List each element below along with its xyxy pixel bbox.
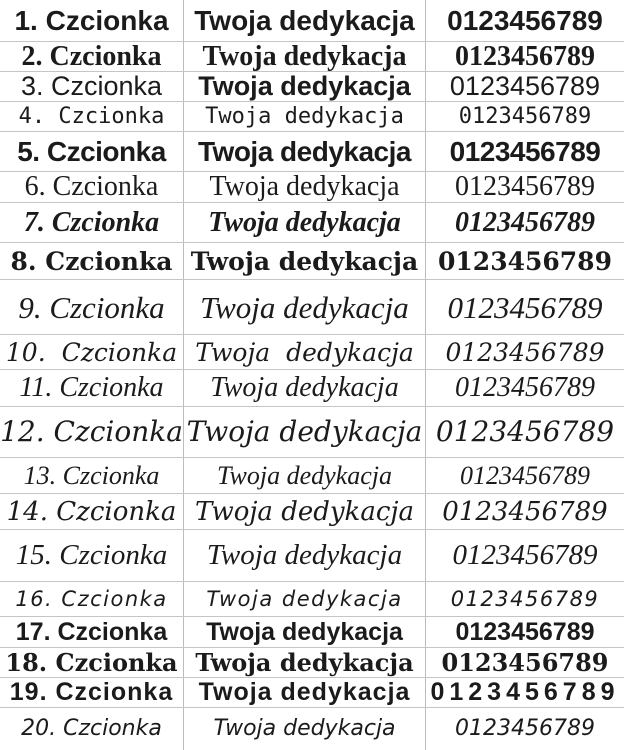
font-number-label: 17. Czcionka [15,617,168,646]
digits-sample: 0123456789 [425,335,624,369]
font-row [0,280,624,335]
font-number-label: 7. Czcionka [23,206,160,238]
font-number-label: 12. Czcionka [0,415,183,448]
font-row [0,335,624,370]
font-number-label: 15. Czcionka [15,539,168,571]
font-row [0,582,624,617]
font-row [0,648,624,678]
digits-sample: 0123456789 [425,582,624,616]
font-number-label: 5. Czcionka [17,135,166,167]
font-row [0,708,624,750]
font-number-label: 18. Czcionka [5,648,178,677]
digits-sample: 0123456789 [425,494,624,529]
digits-sample: 0123456789 [425,530,624,581]
font-number-label: 2. Czcionka [21,42,162,71]
font-row [0,494,624,530]
dedication-sample: Twoja dedykacja [183,648,425,677]
font-row [0,42,624,72]
digits-sample: 0123456789 [425,203,624,242]
dedication-sample: Twoja dedykacja [183,42,425,71]
font-row [0,172,624,203]
font-row [0,132,624,172]
digits-sample: 0123456789 [425,708,624,750]
font-row [0,530,624,582]
digits-sample: 0123456789 [425,0,624,41]
font-number-label: 3. Czcionka [20,72,163,101]
font-number-label: 10. Czcionka [5,337,178,367]
dedication-sample: Twoja dedykacja [183,678,425,707]
font-row [0,458,624,494]
font-row [0,0,624,42]
digits-sample: 0123456789 [425,280,624,334]
font-number-label: 6. Czcionka [24,172,159,202]
digits-sample: 0123456789 [425,172,624,202]
dedication-sample: Twoja dedykacja [183,280,425,334]
font-number-label: 13. Czcionka [23,460,160,490]
dedication-sample: Twoja dedykacja [183,335,425,369]
font-row [0,678,624,708]
font-number-label: 8. Czcionka [10,246,173,276]
font-number-label: 14. Czcionka [6,496,177,527]
digits-sample: 0123456789 [425,407,624,457]
digits-sample: 0123456789 [425,648,624,677]
dedication-sample: Twoja dedykacja [183,203,425,242]
dedication-sample: Twoja dedykacja [183,243,425,279]
font-row [0,617,624,648]
font-row [0,102,624,132]
font-number-label: 19. Czcionka [9,678,174,706]
digits-sample: 0123456789 [425,102,624,131]
dedication-sample: Twoja dedykacja [183,708,425,750]
dedication-sample: Twoja dedykacja [183,172,425,202]
dedication-sample: Twoja dedykacja [183,407,425,457]
digits-sample: 0123456789 [425,42,624,71]
digits-sample: 0123456789 [425,243,624,279]
digits-sample: 0123456789 [425,678,624,707]
font-number-label: 20. Czcionka [21,716,162,741]
digits-sample: 0123456789 [425,132,624,171]
digits-sample: 0123456789 [425,458,624,493]
dedication-sample: Twoja dedykacja [183,370,425,406]
font-number-label: 4. Czcionka [18,103,165,129]
dedication-sample: Twoja dedykacja [183,582,425,616]
font-number-label: 11. Czcionka [19,372,164,403]
digits-sample: 0123456789 [425,72,624,101]
font-row [0,243,624,280]
dedication-sample: Twoja dedykacja [183,102,425,131]
font-number-label: 16. Czcionka [15,586,168,611]
font-row [0,203,624,243]
dedication-sample: Twoja dedykacja [183,617,425,647]
font-row [0,370,624,407]
dedication-sample: Twoja dedykacja [183,132,425,171]
dedication-sample: Twoja dedykacja [183,530,425,581]
digits-sample: 0123456789 [425,617,624,647]
digits-sample: 0123456789 [425,370,624,406]
font-number-label: 1. Czcionka [14,4,169,36]
font-row [0,407,624,458]
dedication-sample: Twoja dedykacja [183,458,425,493]
dedication-sample: Twoja dedykacja [183,0,425,41]
font-number-label: 9. Czcionka [18,289,165,325]
dedication-sample: Twoja dedykacja [183,72,425,101]
font-row [0,72,624,102]
dedication-sample: Twoja dedykacja [183,494,425,529]
